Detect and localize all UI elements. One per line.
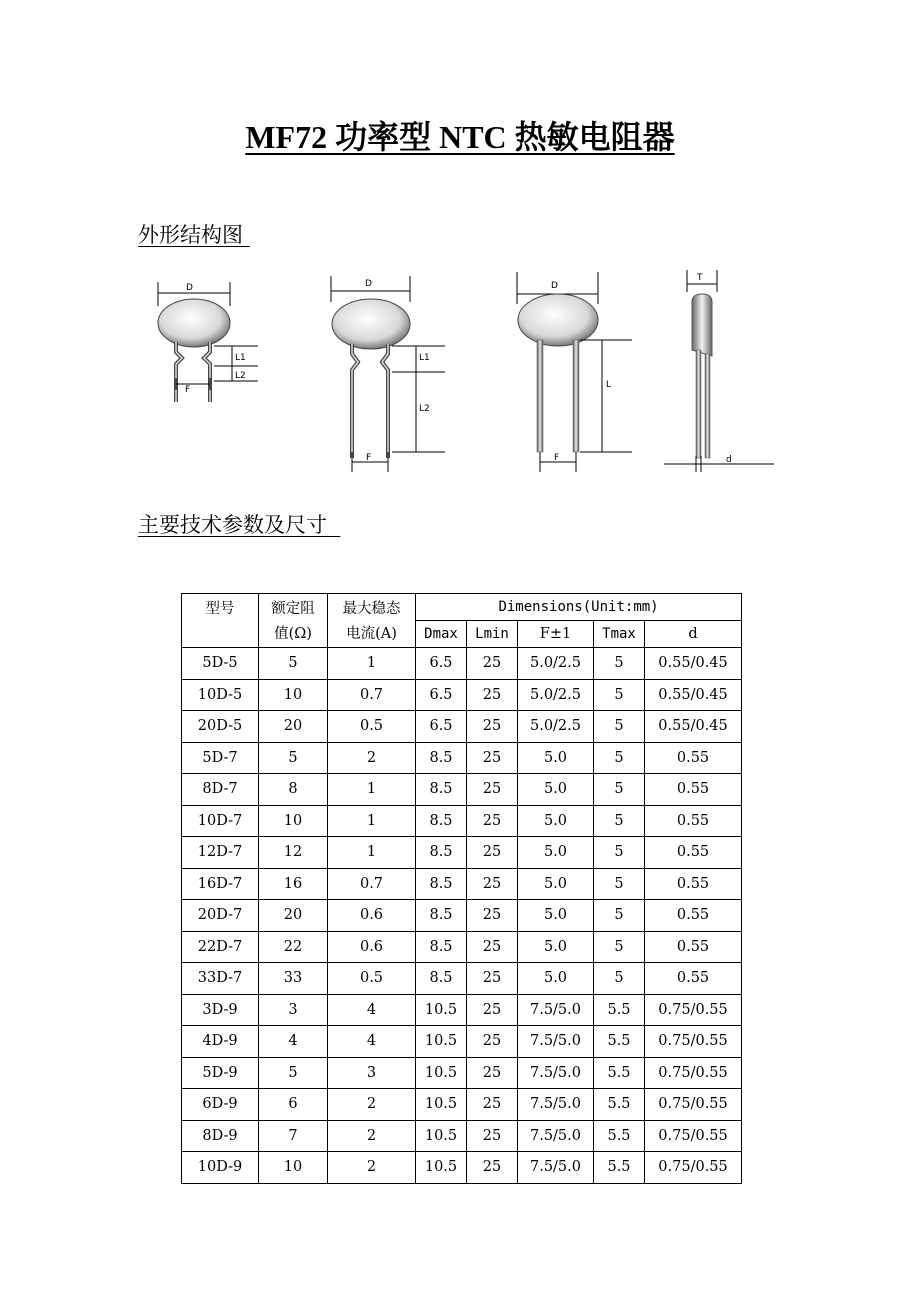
table-row	[182, 900, 742, 932]
cell-resistance: 20	[259, 711, 328, 743]
cell-d: 0.55/0.45	[645, 648, 742, 680]
cell-f: 7.5/5.0	[518, 1057, 594, 1089]
cell-d: 0.55	[645, 900, 742, 932]
cell-d: 0.55	[645, 805, 742, 837]
cell-current: 2	[328, 1120, 416, 1152]
cell-current: 0.7	[328, 679, 416, 711]
d2-label-D: D	[365, 279, 372, 289]
table-row	[182, 1026, 742, 1058]
cell-tmax: 5	[594, 931, 645, 963]
cell-lmin: 25	[467, 1057, 518, 1089]
table-row	[182, 837, 742, 869]
cell-dmax: 8.5	[416, 837, 467, 869]
cell-resistance: 3	[259, 994, 328, 1026]
cell-resistance: 4	[259, 1026, 328, 1058]
table-row	[182, 868, 742, 900]
cell-current: 2	[328, 1089, 416, 1121]
cell-dmax: 6.5	[416, 648, 467, 680]
cell-model: 5D-9	[182, 1057, 259, 1089]
cell-lmin: 25	[467, 648, 518, 680]
cell-f: 5.0	[518, 742, 594, 774]
cell-resistance: 20	[259, 900, 328, 932]
cell-model: 8D-7	[182, 774, 259, 806]
cell-d: 0.55/0.45	[645, 711, 742, 743]
cell-f: 5.0	[518, 931, 594, 963]
cell-lmin: 25	[467, 868, 518, 900]
cell-lmin: 25	[467, 837, 518, 869]
cell-f: 5.0	[518, 774, 594, 806]
cell-model: 10D-5	[182, 679, 259, 711]
cell-current: 0.5	[328, 711, 416, 743]
header-dimensions: Dimensions(Unit:mm)	[416, 594, 742, 621]
d4-label-T: T	[697, 273, 703, 283]
table-row	[182, 805, 742, 837]
cell-dmax: 10.5	[416, 1089, 467, 1121]
cell-resistance: 5	[259, 648, 328, 680]
cell-f: 7.5/5.0	[518, 1026, 594, 1058]
table-row	[182, 963, 742, 995]
d1-label-F: F	[185, 385, 191, 395]
cell-tmax: 5	[594, 774, 645, 806]
table-row	[182, 1057, 742, 1089]
section-heading-outline: 外形结构图	[138, 223, 250, 247]
cell-d: 0.55	[645, 963, 742, 995]
cell-model: 8D-9	[182, 1120, 259, 1152]
cell-model: 22D-7	[182, 931, 259, 963]
cell-dmax: 8.5	[416, 742, 467, 774]
header-dmax: Dmax	[416, 621, 467, 648]
params-table	[181, 593, 742, 1184]
cell-lmin: 25	[467, 1089, 518, 1121]
cell-f: 5.0/2.5	[518, 679, 594, 711]
header-tmax: Tmax	[594, 621, 645, 648]
cell-lmin: 25	[467, 963, 518, 995]
d2-label-L2: L2	[419, 404, 430, 414]
cell-tmax: 5	[594, 868, 645, 900]
cell-model: 10D-7	[182, 805, 259, 837]
d3-label-L: L	[606, 380, 612, 390]
cell-model: 20D-5	[182, 711, 259, 743]
cell-d: 0.75/0.55	[645, 1026, 742, 1058]
outline-diagrams	[140, 266, 790, 482]
cell-dmax: 6.5	[416, 679, 467, 711]
d4-label-d: d	[726, 455, 732, 465]
cell-lmin: 25	[467, 742, 518, 774]
d1-label-D: D	[186, 283, 193, 293]
cell-model: 5D-5	[182, 648, 259, 680]
cell-dmax: 8.5	[416, 774, 467, 806]
cell-d: 0.55	[645, 774, 742, 806]
cell-tmax: 5	[594, 837, 645, 869]
cell-lmin: 25	[467, 774, 518, 806]
cell-resistance: 22	[259, 931, 328, 963]
table-row	[182, 679, 742, 711]
cell-d: 0.75/0.55	[645, 1089, 742, 1121]
cell-f: 5.0	[518, 900, 594, 932]
table-row	[182, 742, 742, 774]
cell-current: 4	[328, 1026, 416, 1058]
cell-f: 7.5/5.0	[518, 1089, 594, 1121]
cell-current: 2	[328, 742, 416, 774]
diagram-1	[158, 282, 258, 402]
header-current: 最大稳态 电流(A)	[328, 594, 416, 648]
cell-current: 4	[328, 994, 416, 1026]
cell-lmin: 25	[467, 1026, 518, 1058]
cell-dmax: 10.5	[416, 1057, 467, 1089]
cell-current: 1	[328, 648, 416, 680]
cell-current: 1	[328, 805, 416, 837]
cell-d: 0.75/0.55	[645, 994, 742, 1026]
cell-tmax: 5	[594, 679, 645, 711]
cell-d: 0.55	[645, 837, 742, 869]
cell-resistance: 6	[259, 1089, 328, 1121]
cell-tmax: 5.5	[594, 1026, 645, 1058]
cell-dmax: 10.5	[416, 1120, 467, 1152]
cell-resistance: 8	[259, 774, 328, 806]
cell-current: 0.6	[328, 900, 416, 932]
cell-f: 5.0	[518, 963, 594, 995]
table-header-row-1	[182, 594, 742, 621]
cell-lmin: 25	[467, 1120, 518, 1152]
cell-resistance: 33	[259, 963, 328, 995]
cell-resistance: 10	[259, 679, 328, 711]
cell-lmin: 25	[467, 805, 518, 837]
table-row	[182, 1152, 742, 1184]
cell-current: 3	[328, 1057, 416, 1089]
diagram-3	[517, 272, 632, 472]
cell-resistance: 5	[259, 742, 328, 774]
section-heading-params: 主要技术参数及尺寸	[138, 513, 341, 537]
table-row	[182, 1089, 742, 1121]
cell-current: 0.6	[328, 931, 416, 963]
cell-resistance: 12	[259, 837, 328, 869]
cell-f: 5.0	[518, 805, 594, 837]
cell-f: 5.0/2.5	[518, 711, 594, 743]
cell-d: 0.75/0.55	[645, 1057, 742, 1089]
cell-tmax: 5.5	[594, 1089, 645, 1121]
cell-tmax: 5	[594, 742, 645, 774]
cell-model: 10D-9	[182, 1152, 259, 1184]
cell-dmax: 8.5	[416, 805, 467, 837]
cell-lmin: 25	[467, 900, 518, 932]
cell-f: 7.5/5.0	[518, 1120, 594, 1152]
page-title: MF72 功率型 NTC 热敏电阻器	[245, 119, 675, 155]
cell-f: 5.0	[518, 868, 594, 900]
cell-lmin: 25	[467, 931, 518, 963]
cell-lmin: 25	[467, 1152, 518, 1184]
cell-tmax: 5	[594, 648, 645, 680]
cell-d: 0.55	[645, 868, 742, 900]
cell-d: 0.55	[645, 931, 742, 963]
d3-label-F: F	[554, 453, 560, 463]
cell-tmax: 5.5	[594, 1152, 645, 1184]
header-lmin: Lmin	[467, 621, 518, 648]
cell-model: 5D-7	[182, 742, 259, 774]
table-row	[182, 774, 742, 806]
cell-current: 0.5	[328, 963, 416, 995]
cell-dmax: 8.5	[416, 931, 467, 963]
cell-tmax: 5.5	[594, 1057, 645, 1089]
table-row	[182, 994, 742, 1026]
cell-current: 1	[328, 774, 416, 806]
diagram-2	[331, 276, 445, 472]
cell-tmax: 5.5	[594, 994, 645, 1026]
cell-tmax: 5.5	[594, 1120, 645, 1152]
cell-tmax: 5	[594, 805, 645, 837]
cell-tmax: 5	[594, 900, 645, 932]
cell-current: 1	[328, 837, 416, 869]
cell-model: 4D-9	[182, 1026, 259, 1058]
cell-resistance: 16	[259, 868, 328, 900]
cell-tmax: 5	[594, 711, 645, 743]
header-f: F±1	[518, 621, 594, 648]
cell-model: 20D-7	[182, 900, 259, 932]
cell-dmax: 8.5	[416, 963, 467, 995]
cell-dmax: 8.5	[416, 868, 467, 900]
cell-model: 3D-9	[182, 994, 259, 1026]
cell-dmax: 8.5	[416, 900, 467, 932]
cell-resistance: 10	[259, 1152, 328, 1184]
cell-model: 33D-7	[182, 963, 259, 995]
diagram-4	[664, 270, 774, 472]
d1-label-L2: L2	[235, 371, 246, 381]
d3-label-D: D	[551, 281, 558, 291]
cell-d: 0.55	[645, 742, 742, 774]
table-row	[182, 1120, 742, 1152]
cell-dmax: 6.5	[416, 711, 467, 743]
cell-current: 2	[328, 1152, 416, 1184]
d1-label-L1: L1	[235, 353, 246, 363]
cell-lmin: 25	[467, 679, 518, 711]
cell-f: 7.5/5.0	[518, 994, 594, 1026]
cell-resistance: 10	[259, 805, 328, 837]
d2-label-F: F	[366, 453, 372, 463]
outline-diagrams-svg	[140, 266, 790, 482]
cell-dmax: 10.5	[416, 1026, 467, 1058]
table-row	[182, 931, 742, 963]
cell-lmin: 25	[467, 994, 518, 1026]
d2-label-L1: L1	[419, 353, 430, 363]
cell-model: 12D-7	[182, 837, 259, 869]
cell-model: 16D-7	[182, 868, 259, 900]
cell-dmax: 10.5	[416, 994, 467, 1026]
cell-f: 5.0	[518, 837, 594, 869]
table-row	[182, 711, 742, 743]
cell-d: 0.75/0.55	[645, 1152, 742, 1184]
cell-resistance: 7	[259, 1120, 328, 1152]
cell-d: 0.75/0.55	[645, 1120, 742, 1152]
cell-model: 6D-9	[182, 1089, 259, 1121]
header-model: 型号	[182, 594, 259, 648]
header-d: d	[645, 621, 742, 648]
cell-f: 5.0/2.5	[518, 648, 594, 680]
cell-dmax: 10.5	[416, 1152, 467, 1184]
cell-tmax: 5	[594, 963, 645, 995]
header-resistance: 额定阻 值(Ω)	[259, 594, 328, 648]
cell-d: 0.55/0.45	[645, 679, 742, 711]
table-row	[182, 648, 742, 680]
cell-resistance: 5	[259, 1057, 328, 1089]
cell-lmin: 25	[467, 711, 518, 743]
cell-current: 0.7	[328, 868, 416, 900]
cell-f: 7.5/5.0	[518, 1152, 594, 1184]
